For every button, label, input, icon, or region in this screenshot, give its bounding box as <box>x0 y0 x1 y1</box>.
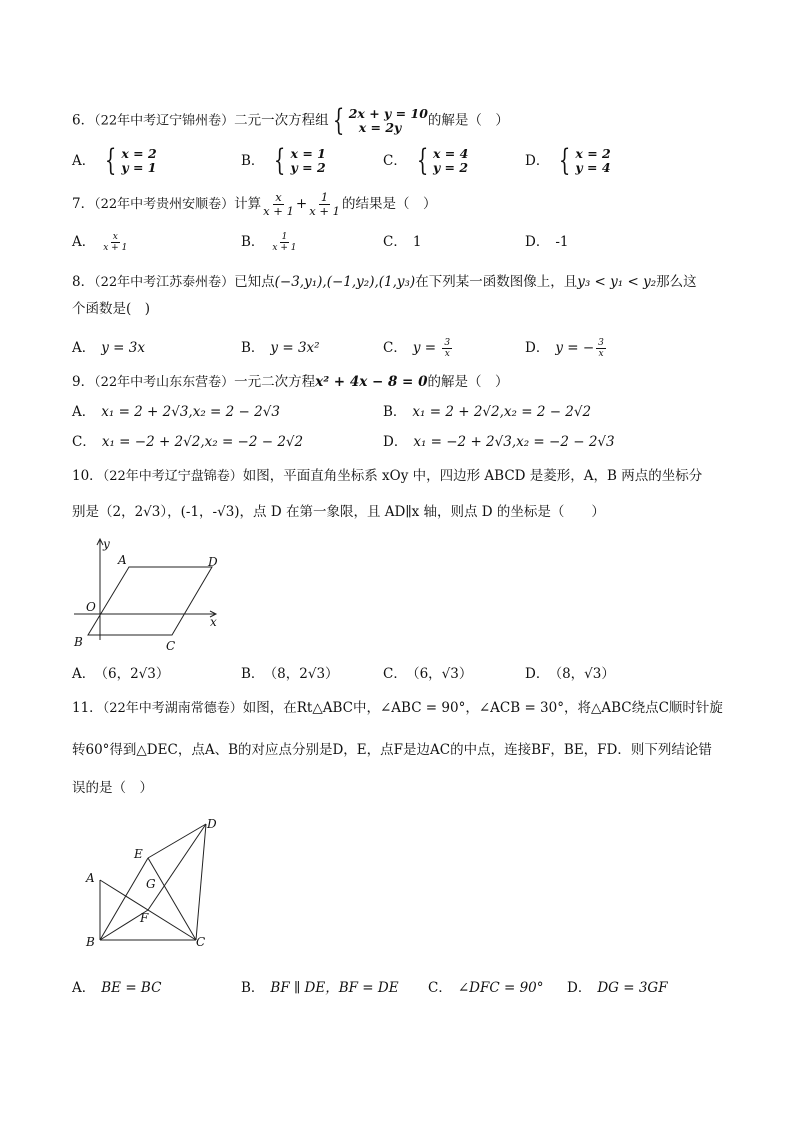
label-c: C <box>196 935 206 949</box>
option-label: D． <box>567 980 592 996</box>
option-7-c[interactable] <box>383 232 421 252</box>
numerator: 1 <box>281 232 288 242</box>
question-source: （22年中考湖南常德卷） <box>102 701 243 716</box>
question-text: 那么这 <box>656 274 697 290</box>
option-11-b[interactable] <box>241 978 399 998</box>
question-source: （22年中考江苏泰州卷） <box>94 275 235 290</box>
label-f: F <box>140 911 149 925</box>
option-text: （6，√3） <box>412 666 473 682</box>
question-text: 计算 <box>234 196 262 212</box>
option-11-d[interactable] <box>567 978 668 998</box>
question-7 <box>72 191 734 218</box>
option-label: C． <box>383 234 407 250</box>
question-source: （22年中考贵州安顺卷） <box>94 197 235 212</box>
option-label: A． <box>72 980 96 996</box>
plus-sign: + <box>295 196 308 212</box>
option-label: C． <box>383 340 407 356</box>
option-text: （8，2√3） <box>270 666 339 682</box>
question-text: 如图，在Rt△ABC中，∠ABC = 90°，∠ACB = 30°，将△ABC绕点C顺时针旋 <box>242 700 723 716</box>
option-line: y = 2 <box>432 160 469 175</box>
option-line: y = 4 <box>575 160 611 175</box>
option-label: B． <box>241 152 265 169</box>
option-11-a[interactable] <box>72 978 161 998</box>
question-number: 9． <box>72 374 95 390</box>
question-number: 11． <box>72 700 103 716</box>
question-text: 的解是（ ） <box>427 374 509 390</box>
option-label: A． <box>72 152 96 169</box>
system-line: x = 2y <box>358 120 402 135</box>
question-text: 如图，平面直角坐标系 xOy 中，四边形 ABCD 是菱形，A，B 两点的坐标分 <box>242 468 703 484</box>
question-9 <box>72 372 734 393</box>
question-number: 7． <box>72 196 95 212</box>
option-8-d[interactable] <box>525 338 608 359</box>
option-6-c[interactable]: C． { x = 4 y = 2 <box>383 143 469 178</box>
option-line: x = 1 <box>290 146 326 161</box>
equation: x² + 4x − 8 = 0 <box>315 374 428 390</box>
option-label: A． <box>72 404 96 420</box>
option-6-a[interactable]: A． { x = 2 y = 1 <box>72 143 157 178</box>
label-a: A <box>86 871 95 885</box>
option-6-b[interactable]: B． { x = 1 y = 2 <box>241 143 326 178</box>
option-label: D． <box>525 340 550 356</box>
option-7-a[interactable] <box>72 232 129 253</box>
numerator: x <box>112 232 118 242</box>
option-label: C． <box>428 980 452 996</box>
option-9-a[interactable] <box>72 402 280 422</box>
option-line: x = 4 <box>432 146 469 161</box>
option-label: B． <box>241 980 265 996</box>
denominator: x + 1 <box>103 243 128 253</box>
option-text: y = − <box>555 340 595 356</box>
option-9-b[interactable] <box>383 402 591 422</box>
option-7-d[interactable] <box>525 232 568 252</box>
question-text: 转60°得到△DEC，点A、B的对应点分别是D，E，点F是边AC的中点，连接BF，BE，FD．则下列结论错 <box>72 742 712 758</box>
question-6 <box>72 103 734 138</box>
question-10 <box>72 466 734 487</box>
rotated-triangle-figure <box>80 812 230 952</box>
question-8 <box>72 272 734 293</box>
option-text: BE = BC <box>101 980 162 996</box>
question-source: （22年中考辽宁锦州卷） <box>94 113 235 129</box>
label-d: D <box>208 555 218 569</box>
option-8-a[interactable] <box>72 338 145 358</box>
option-label: D． <box>383 434 408 450</box>
option-text: x₁ = 2 + 2√3,x₂ = 2 − 2√3 <box>101 404 280 420</box>
option-text: y = <box>412 340 441 356</box>
segment-de <box>148 824 206 858</box>
question-number: 10． <box>72 468 103 484</box>
option-11-c[interactable] <box>428 978 544 998</box>
denominator: x + 1 <box>309 204 340 218</box>
question-text: 在下列某一函数图像上，且 <box>415 274 578 290</box>
option-6-d[interactable]: D． { x = 2 y = 4 <box>525 143 611 178</box>
option-8-b[interactable] <box>241 338 320 358</box>
question-text: 已知点 <box>234 274 275 290</box>
question-text: 误的是（ ） <box>72 780 153 796</box>
denominator: x + 1 <box>272 243 297 253</box>
option-text: x₁ = 2 + 2√2,x₂ = 2 − 2√2 <box>412 404 592 420</box>
question-source: （22年中考辽宁盘锦卷） <box>102 469 243 484</box>
option-label: C． <box>383 152 407 169</box>
option-text: （6，2√3） <box>101 666 170 682</box>
label-c: C <box>166 639 176 653</box>
question-8-line2 <box>72 299 734 319</box>
question-11 <box>72 698 734 719</box>
option-label: B． <box>241 666 265 682</box>
denominator: x <box>444 349 450 359</box>
inequality: y₃ < y₁ < y₂ <box>577 274 657 290</box>
option-text: 1 <box>412 234 422 250</box>
option-label: D． <box>525 152 550 169</box>
option-text: y = 3x² <box>270 340 320 356</box>
points-expression: (−3,y₁),(−1,y₂),(1,y₃) <box>274 274 416 290</box>
question-text: 二元一次方程组 <box>234 112 329 129</box>
system-line: 2x + y = 10 <box>348 106 428 121</box>
label-b: B <box>74 635 83 649</box>
label-y: y <box>103 537 110 551</box>
option-line: x = 2 <box>121 146 157 161</box>
option-label: A． <box>72 340 96 356</box>
option-label: A． <box>72 666 96 682</box>
question-text: 的解是（ ） <box>427 112 509 129</box>
option-text: -1 <box>555 234 569 250</box>
numerator: x <box>275 190 282 204</box>
segment-cd <box>196 824 206 940</box>
question-text: 一元二次方程 <box>234 374 316 390</box>
option-text: x₁ = −2 + 2√2,x₂ = −2 − 2√2 <box>101 434 304 450</box>
option-label: C． <box>383 666 407 682</box>
label-d: D <box>207 817 217 831</box>
option-text: BF ∥ DE，BF = DE <box>270 980 399 996</box>
equation-system: { 2x + y = 10 x = 2y <box>332 103 428 138</box>
numerator: 3 <box>444 338 451 348</box>
denominator: x <box>598 349 604 359</box>
option-7-b[interactable] <box>241 232 299 253</box>
label-x: x <box>210 615 217 629</box>
option-8-c[interactable] <box>383 338 454 359</box>
option-label: D． <box>525 234 550 250</box>
question-11-line2 <box>72 740 734 760</box>
label-e: E <box>134 847 143 861</box>
option-label: B． <box>241 340 265 356</box>
option-line: y = 2 <box>290 160 326 175</box>
question-text: 别是（2，2√3），(-1，-√3)，点 D 在第一象限，且 AD∥x 轴，则点 D 的坐标是（ ） <box>72 504 605 520</box>
rhombus-abcd <box>88 567 212 635</box>
label-b: B <box>86 935 95 949</box>
option-10-c[interactable] <box>383 664 472 684</box>
option-text: （8，√3） <box>555 666 615 682</box>
numerator: 3 <box>598 338 604 348</box>
label-a: A <box>118 553 127 567</box>
option-text: x₁ = −2 + 2√3,x₂ = −2 − 2√3 <box>413 434 615 450</box>
fraction <box>263 191 294 218</box>
question-number: 6． <box>72 112 95 129</box>
fraction <box>309 191 340 218</box>
option-10-b[interactable] <box>241 664 339 684</box>
option-line: y = 1 <box>121 160 157 175</box>
question-text: 个函数是( ) <box>72 301 151 317</box>
question-text: 的结果是（ ） <box>341 196 437 212</box>
option-text: y = 3x <box>101 340 145 356</box>
option-9-d[interactable] <box>383 432 615 452</box>
option-label: D． <box>525 666 550 682</box>
option-text: DG = 3GF <box>597 980 668 996</box>
segment-fd <box>148 824 206 910</box>
option-10-d[interactable] <box>525 664 615 684</box>
option-label: B． <box>241 234 265 250</box>
option-10-a[interactable] <box>72 664 169 684</box>
option-text: ∠DFC = 90° <box>457 980 544 996</box>
option-9-c[interactable] <box>72 432 303 452</box>
option-label: B． <box>383 404 407 420</box>
numerator: 1 <box>320 190 329 204</box>
question-source: （22年中考山东东营卷） <box>94 375 235 390</box>
label-o: O <box>86 600 96 614</box>
segment-be <box>100 858 148 940</box>
question-number: 8． <box>72 274 95 290</box>
option-line: x = 2 <box>575 146 611 161</box>
rhombus-coordinate-figure <box>66 534 236 654</box>
option-label: C． <box>72 434 96 450</box>
question-11-line3 <box>72 778 734 798</box>
question-10-line2 <box>72 502 734 522</box>
option-label: A． <box>72 234 96 250</box>
label-g: G <box>146 877 156 891</box>
denominator: x + 1 <box>263 204 294 218</box>
